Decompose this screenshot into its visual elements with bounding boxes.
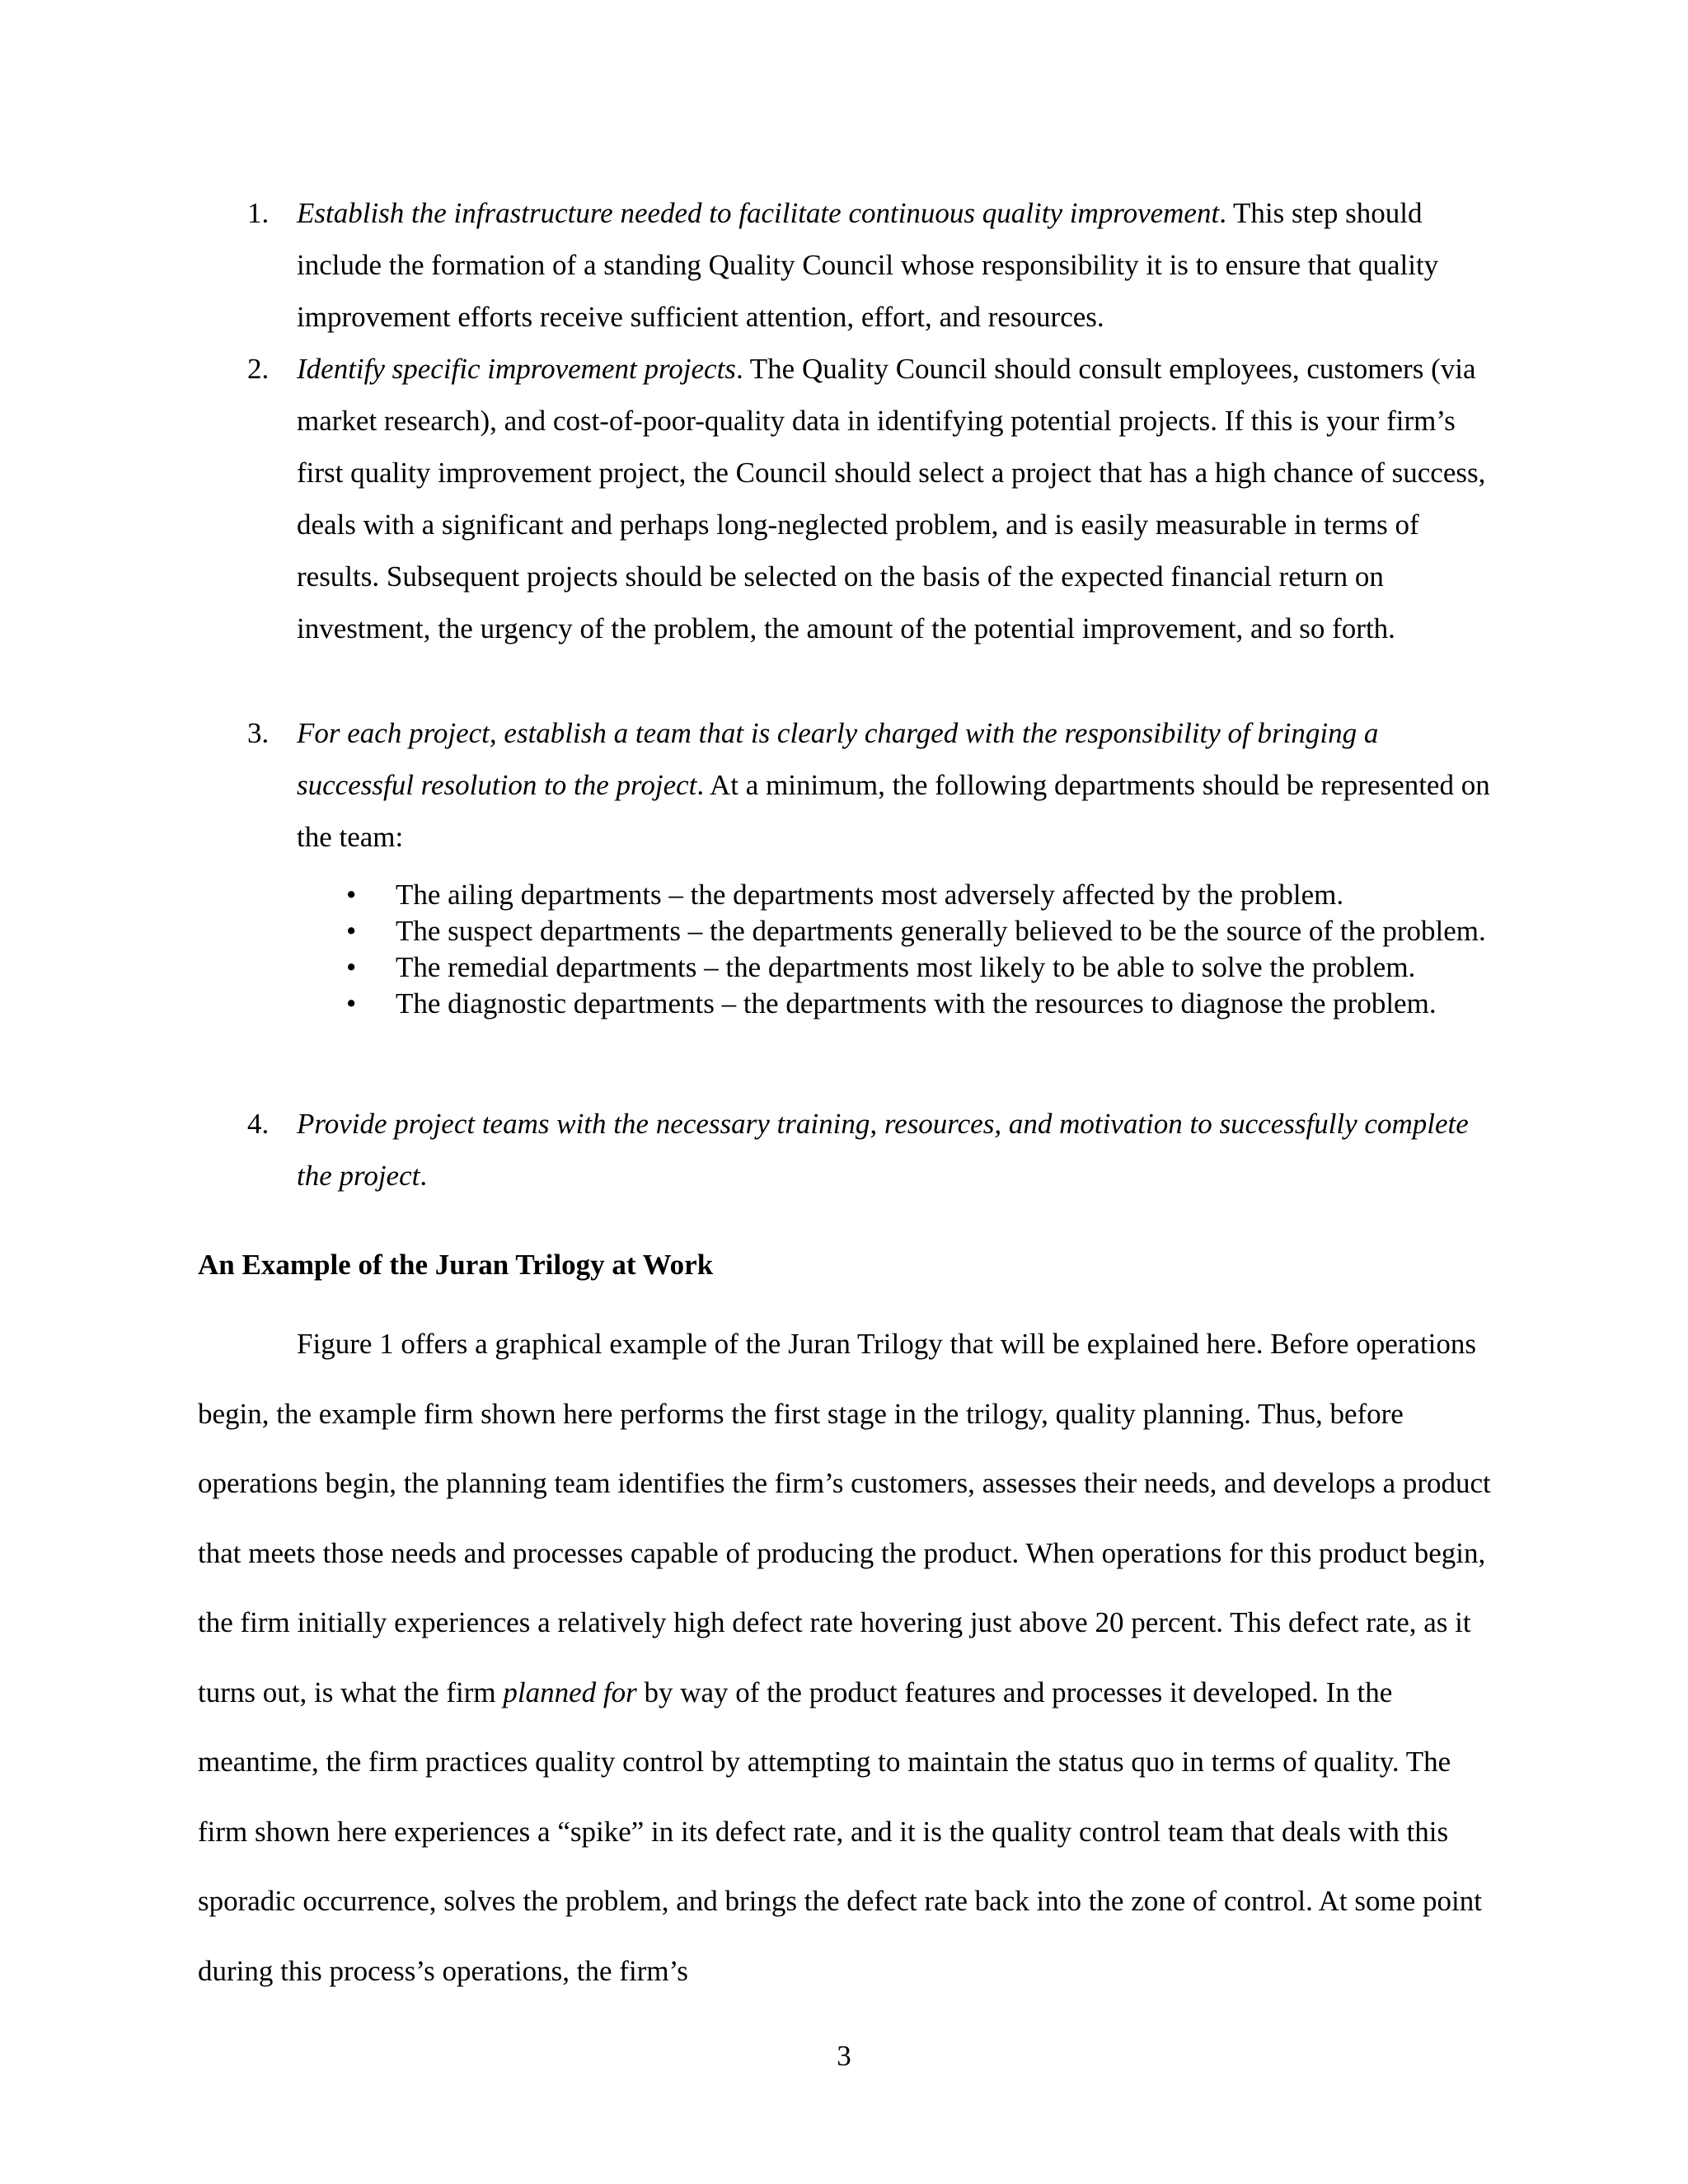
bullet-marker: • <box>346 879 357 911</box>
list-item-text <box>297 343 1500 654</box>
section-heading: An Example of the Juran Trilogy at Work <box>198 1249 714 1281</box>
list-item-body: . <box>420 1160 428 1192</box>
list-item-3 <box>247 707 1500 863</box>
list-item-text <box>297 187 1500 343</box>
list-item-lead: Provide project teams with the necessary training, resources, and motivation to successfully complete the project <box>297 1108 1469 1192</box>
list-number: 2. <box>247 353 270 385</box>
list-number: 1. <box>247 197 270 229</box>
bullet-marker: • <box>346 915 357 947</box>
bullet-marker: • <box>346 987 357 1019</box>
bullet-item <box>346 950 1500 984</box>
paragraph-text: by way of the product features and processes it developed. In the meantime, the firm practices quality control by attempting to maintain the status quo in terms of quality. The firm shown here experiences a “spike” in its defect rate, and it is the quality control team that deals with this sporadic occurrence, solves the problem, and brings the defect rate back into the zone of control. At some point during this process’s operations, the firm’s <box>198 1675 1482 1987</box>
list-item-body: . The Quality Council should consult employees, customers (via market research), and cost-of-poor-quality data in identifying potential projects. If this is your firm’s first quality improvement project, the Council should select a project that has a high chance of success, deals with a significant and perhaps long-neglected problem, and is easily measurable in terms of results. Subsequent projects should be selected on the basis of the expected financial return on investment, the urgency of the problem, the amount of the potential improvement, and so forth. <box>297 353 1486 644</box>
bullet-text: The ailing departments – the departments most adversely affected by the problem. <box>396 879 1344 911</box>
bullet-text: The suspect departments – the departments generally believed to be the source of the problem. <box>396 915 1486 947</box>
list-item-lead: Establish the infrastructure needed to facilitate continuous quality improvement <box>297 197 1220 229</box>
department-bullet-list <box>346 878 1500 1023</box>
list-item-4 <box>247 1098 1500 1202</box>
list-item-text <box>297 1098 1500 1202</box>
bullet-item <box>346 987 1500 1020</box>
list-item-2 <box>247 343 1500 654</box>
list-item-text <box>297 707 1500 863</box>
bullet-item <box>346 878 1500 912</box>
list-number: 3. <box>247 717 270 749</box>
list-item-body: . This step should include the formation of a standing Quality Council whose responsibility it is to ensure that quality improvement efforts receive sufficient attention, effort, and resources. <box>297 197 1439 333</box>
list-item-body: . At a minimum, the following departments should be represented on the team: <box>297 769 1490 853</box>
body-paragraph <box>198 1310 1500 2006</box>
bullet-text: The diagnostic departments – the departments with the resources to diagnose the problem. <box>396 987 1437 1019</box>
list-item-lead: Identify specific improvement projects <box>297 353 736 385</box>
paragraph-text: Figure 1 offers a graphical example of the Juran Trilogy that will be explained here. Before operations begin, the example firm shown here performs the first stage in the trilogy, quality planning. Thus, before operations begin, the planning team identifies the firm’s customers, assesses their needs, and develops a product that meets those needs and processes capable of producing the product. When operations for this product begin, the firm initially experiences a relatively high defect rate hovering just above 20 percent. This defect rate, as it turns out, is what the firm <box>198 1328 1491 1708</box>
list-number: 4. <box>247 1108 270 1140</box>
bullet-marker: • <box>346 951 357 983</box>
bullet-item <box>346 914 1500 948</box>
list-item-lead: For each project, establish a team that is clearly charged with the responsibility of bringing a successful resolution to the project <box>297 717 1379 801</box>
bullet-text: The remedial departments – the departments most likely to be able to solve the problem. <box>396 951 1416 983</box>
page-number: 3 <box>837 2040 851 2072</box>
list-item-1 <box>247 187 1500 343</box>
paragraph-emphasis: planned for <box>503 1675 637 1708</box>
